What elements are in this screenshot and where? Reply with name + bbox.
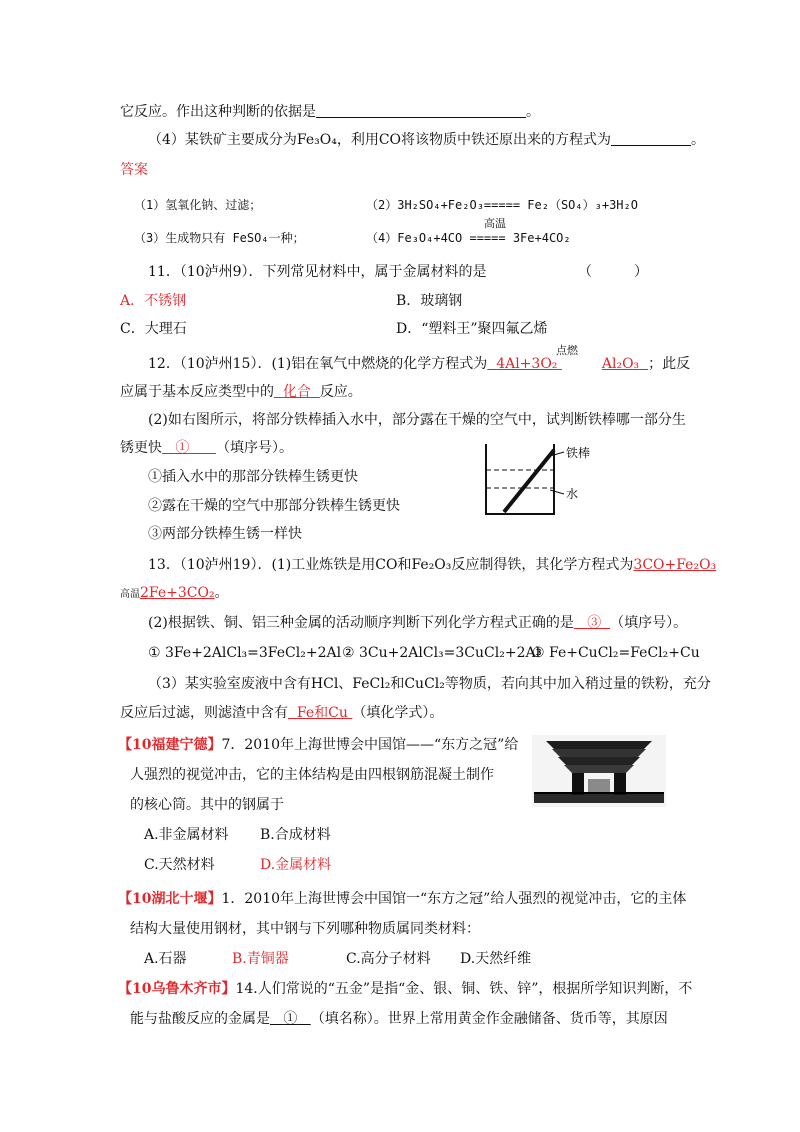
center-wall bbox=[588, 779, 610, 793]
q1-option-b[interactable]: B.青铜器 bbox=[232, 951, 289, 967]
text: （4）某铁矿主要成分为Fe₃O₄，利用CO将该物质中铁还原出来的方程式为 bbox=[148, 132, 612, 148]
text: ① bbox=[175, 440, 190, 456]
q1-option-a[interactable]: A.石器 bbox=[144, 951, 187, 967]
photo-ground bbox=[534, 793, 664, 803]
q13-line-1 bbox=[148, 555, 716, 575]
q13-line-3 bbox=[148, 613, 687, 633]
text: 应属于基本反应类型中的 bbox=[120, 384, 274, 400]
q13-answer-2[interactable]: 2Fe+3CO₂ bbox=[140, 585, 215, 601]
beaker-outline bbox=[486, 444, 554, 514]
answer-1: （1）氢氧化钠、过滤； bbox=[134, 198, 262, 212]
q12-option-1[interactable]: ①插入水中的那部分铁棒生锈更快 bbox=[148, 469, 358, 485]
answer-blank[interactable] bbox=[316, 103, 526, 118]
q1-line-2: 结构大量使用钢材，其中钢与下列哪种物质属同类材料： bbox=[130, 921, 480, 937]
q13-answer-3[interactable] bbox=[574, 615, 610, 631]
text: 。 bbox=[214, 585, 229, 601]
iron-rod bbox=[504, 450, 554, 512]
q7-option-b[interactable]: B.合成材料 bbox=[260, 827, 331, 843]
q-prev-line-2 bbox=[148, 130, 705, 150]
q14-line-1 bbox=[118, 979, 692, 999]
fig-label-water: 水 bbox=[566, 487, 579, 501]
text: ；此反 bbox=[648, 356, 691, 372]
text: ③ bbox=[587, 615, 602, 631]
answer-3: （3）生成物只有 FeSO₄一种； bbox=[134, 231, 305, 245]
q12-line-3: (2)如右图所示，将部分铁棒插入水中，部分露在干燥的空气中，试判断铁棒哪一部分生 bbox=[148, 412, 686, 428]
text: （填化学式）。 bbox=[352, 705, 444, 721]
q13-line-6 bbox=[120, 703, 443, 723]
pillar-right bbox=[614, 773, 626, 795]
q11-paren: （ ） bbox=[578, 264, 648, 280]
q12-answer-4[interactable] bbox=[162, 440, 216, 456]
text: 能与盐酸反应的金属是 bbox=[130, 1011, 270, 1027]
answer-4-condition: 高温 bbox=[484, 217, 506, 230]
q12-line-2 bbox=[120, 382, 362, 402]
q13-answer-4[interactable] bbox=[288, 705, 352, 721]
text: 7．2010年上海世博会中国馆——“东方之冠”给 bbox=[221, 737, 519, 753]
q7-option-c[interactable]: C.天然材料 bbox=[144, 857, 215, 873]
q7-line-3: 的核心筒。其中的钢属于 bbox=[130, 797, 284, 813]
fig-label-rod: 铁棒 bbox=[566, 446, 591, 460]
roof-layer-1 bbox=[546, 741, 652, 749]
q7-line-1 bbox=[118, 735, 518, 755]
q13-condition: 高温 bbox=[120, 589, 140, 600]
q14-source: 【10乌鲁木齐市】 bbox=[118, 981, 236, 997]
q-prev-line-1 bbox=[120, 102, 540, 122]
text: （填序号）。 bbox=[610, 615, 688, 631]
text: 13．（10泸州19）．(1)工业炼铁是用CO和Fe₂O₃反应制得铁，其化学方程式为 bbox=[148, 557, 634, 573]
q12-answer-1[interactable] bbox=[487, 356, 562, 372]
q7-source: 【10福建宁德】 bbox=[118, 737, 222, 753]
q1-option-d[interactable]: D.天然纤维 bbox=[460, 951, 532, 967]
answer-heading: 答案 bbox=[120, 162, 148, 178]
q13-equation-1[interactable]: ① 3Fe+2AlCl₃=3FeCl₂+2Al bbox=[148, 645, 342, 661]
answer-2: （2）3H₂SO₄+Fe₂O₃===== Fe₂（SO₄）₃+3H₂O bbox=[366, 198, 638, 212]
roof-layer-2 bbox=[552, 749, 646, 757]
text: 锈更快 bbox=[120, 440, 162, 456]
q12-answer-3[interactable] bbox=[274, 384, 320, 400]
q12-condition: 点燃 bbox=[556, 344, 578, 357]
q12-option-3[interactable]: ③两部分铁棒生锈一样快 bbox=[148, 526, 302, 542]
q12-answer-2[interactable] bbox=[602, 356, 648, 372]
text: 反应后过滤，则滤渣中含有 bbox=[120, 705, 288, 721]
beaker-figure bbox=[478, 440, 598, 520]
q7-line-2: 人强烈的视觉冲击，它的主体结构是由四根钢筋混凝土制作 bbox=[130, 767, 494, 783]
water-pointer bbox=[550, 490, 564, 494]
q13-equation-2[interactable]: ② 3Cu+2AlCl₃=3CuCl₂+2Al bbox=[342, 645, 541, 661]
text: （填序号）。 bbox=[216, 440, 294, 456]
text: 化合 bbox=[282, 384, 311, 400]
q12-option-2[interactable]: ②露在干燥的空气中那部分铁棒生锈更快 bbox=[148, 498, 400, 514]
text: 它反应。作出这种判断的依据是 bbox=[120, 104, 316, 120]
q11-option-d[interactable]: D．“塑料王”聚四氟乙烯 bbox=[396, 321, 548, 337]
q7-option-a[interactable]: A.非金属材料 bbox=[144, 827, 229, 843]
text: 12．（10泸州15）．(1)铝在氧气中燃烧的化学方程式为 bbox=[148, 356, 488, 372]
q11-stem: 11．（10泸州9）．下列常见材料中，属于金属材料的是 bbox=[148, 264, 487, 280]
text: 。 bbox=[691, 132, 706, 148]
text: 1．2010年上海世博会中国馆一“东方之冠”给人强烈的视觉冲击，它的主体 bbox=[221, 891, 687, 907]
roof-layer-4 bbox=[564, 765, 634, 773]
text: 。 bbox=[526, 104, 540, 120]
q7-option-d[interactable]: D.金属材料 bbox=[260, 857, 332, 873]
q14-line-2 bbox=[130, 1009, 668, 1029]
text: 14.人们常说的“五金”是指“金、银、铜、铁、锌”，根据所学知识判断，不 bbox=[235, 981, 693, 997]
answer-4: （4）Fe₃O₄+4CO ===== 3Fe+4CO₂ bbox=[366, 231, 571, 245]
q12-line-4 bbox=[120, 438, 293, 458]
q1-line-1 bbox=[118, 889, 686, 909]
text: Fe和Cu bbox=[296, 705, 348, 721]
text: Al₂O₃ bbox=[601, 356, 640, 372]
q11-option-b[interactable]: B．玻璃钢 bbox=[396, 293, 463, 309]
q14-answer-1[interactable] bbox=[270, 1011, 311, 1027]
q12-line-1 bbox=[148, 354, 690, 374]
q13-answer-1[interactable]: 3CO+Fe₂O₃ bbox=[633, 557, 717, 573]
q13-line-2 bbox=[120, 583, 229, 605]
q11-option-c[interactable]: C．大理石 bbox=[120, 321, 187, 337]
text: （填名称）。世界上常用黄金作金融储备、货币等，其原因 bbox=[310, 1011, 668, 1027]
china-pavilion-photo bbox=[532, 735, 666, 807]
roof-layer-3 bbox=[558, 757, 640, 765]
text: (2)根据铁、铜、铝三种金属的活动顺序判断下列化学方程式正确的是 bbox=[148, 615, 574, 631]
q13-equation-3[interactable]: ③ Fe+CuCl₂=FeCl₂+Cu bbox=[532, 645, 700, 661]
q11-option-a[interactable]: A．不锈钢 bbox=[120, 293, 187, 309]
q1-option-c[interactable]: C.高分子材料 bbox=[346, 951, 431, 967]
q1-source: 【10湖北十堰】 bbox=[118, 891, 222, 907]
q13-line-5: （3）某实验室废液中含有HCl、FeCl₂和CuCl₂等物质，若向其中加入稍过量的铁粉，充分 bbox=[148, 676, 711, 692]
answer-blank[interactable] bbox=[611, 131, 691, 146]
text: 反应。 bbox=[319, 384, 362, 400]
pillar-left bbox=[572, 773, 584, 795]
text: ① bbox=[283, 1011, 298, 1027]
text: 4Al+3O₂ bbox=[496, 356, 558, 372]
